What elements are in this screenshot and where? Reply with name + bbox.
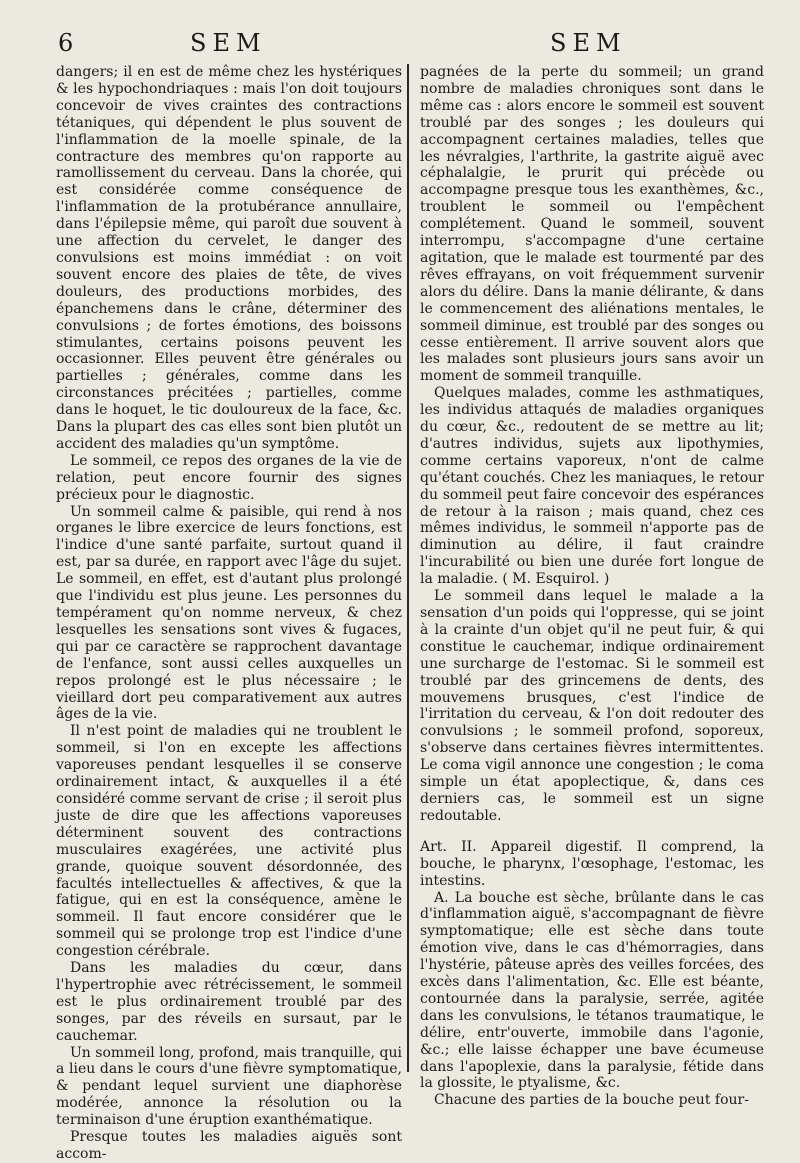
running-head-left: SEM — [190, 29, 267, 57]
running-head-right: SEM — [550, 29, 627, 57]
paragraph: Il n'est point de maladies qui ne troublent le sommeil, si l'on en excepte les affections vaporeuses pendant lesquelles il se conserve ordinairement intact, & auxquelles il a été considéré comme servant de crise ; il seroit plus juste de dire que les affections vaporeuses déterminent souvent des contractions musculaires exagérées, une activité plus grande, quoique souvent désordonnée, des facultés intellectuelles & affectives, & que la fatigue, qui en est la conséquence, amène le sommeil. Il faut encore considérer que le sommeil qui se prolonge trop est l'indice d'une congestion cérébrale. — [56, 723, 402, 960]
section-heading: Art. II. Appareil digestif. Il comprend, la bouche, le pharynx, l'œsophage, l'estomac, les intestins. — [420, 838, 764, 889]
paragraph: pagnées de la perte du sommeil; un grand nombre de maladies chroniques sont dans le même cas : alors encore le sommeil est souvent troublé par des songes ; les douleurs qui accompagnent certaines maladies, telles que les névralgies, l'arthrite, la gastrite aiguë avec céphalalgie, le prurit qui précède ou accompagne presque tous les exanthèmes, &c., troublent le sommeil ou l'empêchent complétement. Quand le sommeil, souvent interrompu, s'accompagne d'une certaine agitation, que le malade est tourmenté par des rêves effrayans, on voit fréquemment survenir alors du délire. Dans la manie délirante, & dans le commencement des aliénations mentales, le sommeil diminue, est troublé par des songes ou cesse entièrement. Il arrive souvent alors que les malades sont plusieurs jours sans avoir un moment de sommeil tranquille. — [420, 64, 764, 385]
right-column — [420, 64, 764, 1109]
paragraph: A. La bouche est sèche, brûlante dans le cas d'inflammation aiguë, s'accompagnant de fièvre symptomatique; elle est sèche dans toute émotion vive, dans le cas d'hémorragies, dans l'hystérie, pâteuse après des veilles forcées, des excès dans l'alimentation, &c. Elle est béante, contournée dans la paralysie, serrée, agitée dans les convulsions, le tétanos traumatique, le délire, entr'ouverte, immobile dans l'agonie, &c.; elle laisse échapper une bave écumeuse dans l'apoplexie, dans la paralysie, fétide dans la glossite, le ptyalisme, &c. — [420, 889, 764, 1092]
paragraph: Chacune des parties de la bouche peut four- — [434, 1092, 749, 1109]
paragraph: Le sommeil, ce repos des organes de la vie de relation, peut encore fournir des signes précieux pour le diagnostic. — [56, 452, 402, 503]
paragraph: Un sommeil calme & paisible, qui rend à nos organes le libre exercice de leurs fonctions, est l'indice d'une santé parfaite, surtout quand il est, par sa durée, en rapport avec l'âge du sujet. Le sommeil, en effet, est d'autant plus prolongé que l'individu est plus jeune. Les personnes du tempérament qu'on nomme nerveux, & chez lesquelles les sensations sont vives & fugaces, qui par ce caractère se rapprochent davantage de l'enfance, sont aussi celles auxquelles un repos prolongé est le plus nécessaire ; le vieillard dort peu comparativement aux autres âges de la vie. — [56, 503, 402, 723]
paragraph: Dans les maladies du cœur, dans l'hypertrophie avec rétrécissement, le sommeil est le plus ordinairement troublé par des songes, par des réveils en sursaut, par le cauchemar. — [56, 960, 402, 1044]
paragraph: Presque toutes les maladies aiguës sont accom- — [56, 1129, 402, 1162]
column-divider — [407, 64, 409, 1072]
paragraph: Quelques malades, comme les asthmatiques, les individus attaqués de maladies organiques du cœur, &c., redoutent de se mettre au lit; d'autres individus, sujets aux lipothymies, comme certains vaporeux, n'ont de calme qu'étant couchés. Chez les maniaques, le retour du sommeil peut faire concevoir des espérances de retour à la raison ; mais quand, chez ces mêmes individus, le sommeil n'apporte pas de diminution au délire, il faut craindre l'incurabilité ou bien une durée fort longue de la maladie. ( M. Esquirol. ) — [420, 385, 764, 588]
paragraph: dangers; il en est de même chez les hystériques & les hypochondriaques : mais l'on doit toujours concevoir de vives craintes des contractions tétaniques, qui dépendent le plus souvent de l'inflammation de la moelle spinale, de la contracture des membres qu'on rapporte au ramollissement du cerveau. Dans la chorée, qui est considérée comme conséquence de l'inflammation de la protubérance annullaire, dans l'épilepsie même, qui paroît due souvent à une affection du cervelet, le danger des convulsions est moins immédiat : on voit souvent encore des plaies de tête, de vives douleurs, des productions morbides, des épanchemens dans le crâne, déterminer des convulsions ; de fortes émotions, des boissons stimulantes, certains poisons peuvent les occasionner. Elles peuvent être générales ou partielles ; générales, comme dans les circonstances précitées ; partielles, comme dans le hoquet, le tic douloureux de la face, &c. Dans la plupart des cas elles sont bien plutôt un accident des maladies qu'un symptôme. — [56, 64, 402, 452]
paragraph: Le sommeil dans lequel le malade a la sensation d'un poids qui l'oppresse, qui se joint à la crainte d'un objet qu'il ne peut fuir, & qui constitue le cauchemar, indique ordinairement une surcharge de l'estomac. Si le sommeil est troublé par des grincemens de dents, des mouvemens brusques, c'est l'indice de l'irritation du cerveau, & l'on doit redouter des convulsions ; le sommeil profond, soporeux, s'observe dans certaines fièvres intermittentes. Le coma vigil annonce une congestion ; le coma simple un état apoplectique, &, dans ces derniers cas, le sommeil est un signe redoutable. — [420, 588, 764, 824]
page-number: 6 — [58, 29, 74, 57]
left-column — [56, 64, 402, 1163]
paragraph: Un sommeil long, profond, mais tranquille, qui a lieu dans le cours d'une fièvre symptomatique, & pendant lequel survient une diaphorèse modérée, annonce la résolution ou la terminaison d'une éruption exanthématique. — [56, 1044, 402, 1129]
